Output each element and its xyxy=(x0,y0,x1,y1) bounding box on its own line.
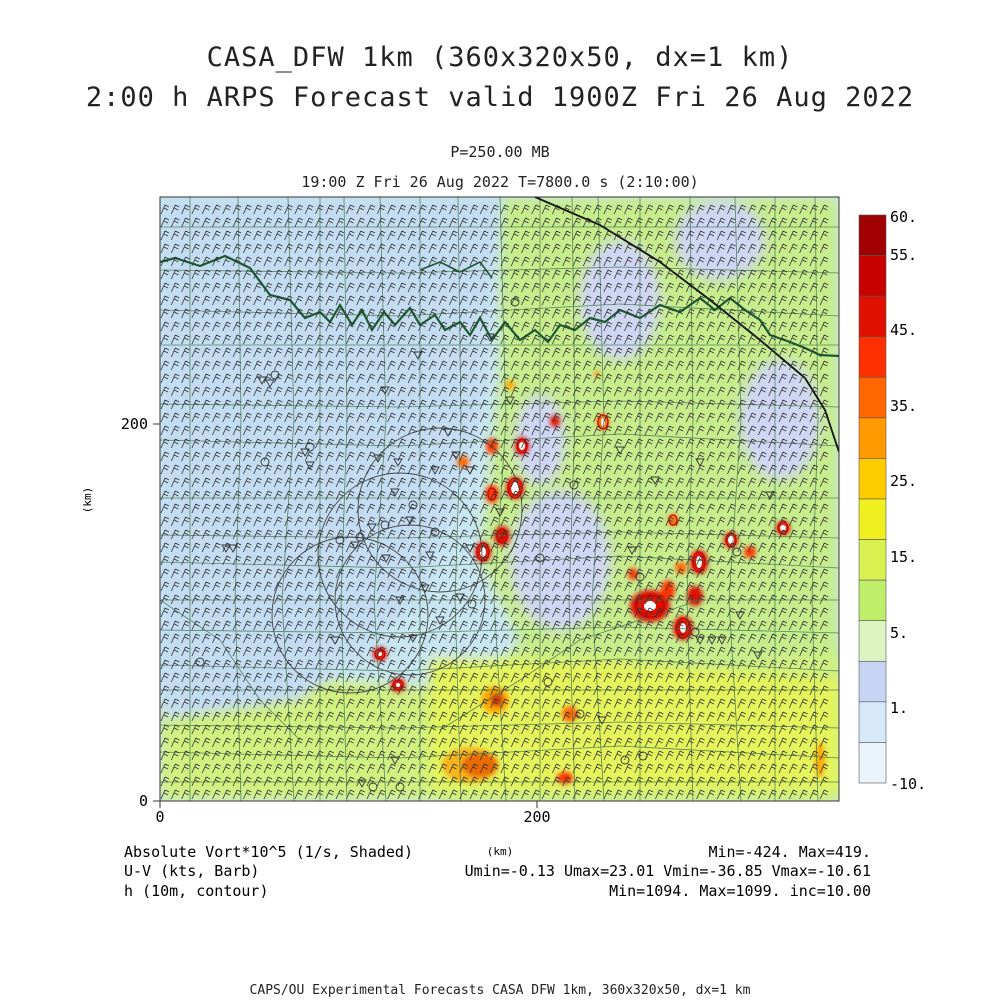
colorbar-swatch xyxy=(859,661,886,702)
valid-time-label: 19:00 Z Fri 26 Aug 2022 T=7800.0 s (2:10:00) xyxy=(301,173,699,191)
shaded-field-label: Absolute Vort*10^5 (1/s, Shaded) xyxy=(124,843,413,861)
colorbar xyxy=(859,208,926,793)
y-axis-label: (km) xyxy=(81,486,94,514)
colorbar-label: 55. xyxy=(890,246,918,264)
colorbar-label: 60. xyxy=(890,208,918,226)
colorbar-label: -10. xyxy=(890,775,927,793)
colorbar-swatch xyxy=(859,742,886,783)
barb-range-label: Umin=-0.13 Umax=23.01 Vmin=-36.85 Vmax=-10.61 xyxy=(464,862,871,880)
y-tick-label: 0 xyxy=(138,792,148,810)
y-tick-label: 200 xyxy=(120,415,148,433)
colorbar-swatch xyxy=(859,499,886,540)
pressure-level-label: P=250.00 MB xyxy=(450,143,550,161)
colorbar-label: 45. xyxy=(890,321,918,339)
colorbar-swatch xyxy=(859,418,886,459)
colorbar-label: 1. xyxy=(890,699,909,717)
colorbar-swatch xyxy=(859,296,886,337)
colorbar-swatch xyxy=(859,580,886,621)
colorbar-swatch xyxy=(859,256,886,297)
contour-field-label: h (10m, contour) xyxy=(124,882,269,900)
shaded-range-label: Min=-424. Max=419. xyxy=(708,843,871,861)
colorbar-swatch xyxy=(859,540,886,581)
colorbar-swatch xyxy=(859,458,886,499)
x-axis-label: (km) xyxy=(486,845,514,858)
colorbar-label: 5. xyxy=(890,624,909,642)
colorbar-swatch xyxy=(859,702,886,743)
contour-range-label: Min=1094. Max=1099. inc=10.00 xyxy=(609,882,871,900)
colorbar-swatch xyxy=(859,377,886,418)
vorticity-shading xyxy=(160,197,839,801)
chart-subtitle: 2:00 h ARPS Forecast valid 1900Z Fri 26 Aug 2022 xyxy=(85,82,915,113)
chart-title: CASA_DFW 1km (360x320x50, dx=1 km) xyxy=(206,42,794,73)
x-tick-label: 0 xyxy=(155,808,165,826)
colorbar-swatch xyxy=(859,215,886,256)
colorbar-label: 15. xyxy=(890,548,918,566)
colorbar-label: 35. xyxy=(890,397,918,415)
x-tick-label: 200 xyxy=(523,808,551,826)
colorbar-swatch xyxy=(859,337,886,378)
colorbar-label: 25. xyxy=(890,472,918,490)
footer-credit: CAPS/OU Experimental Forecasts CASA DFW 1km, 360x320x50, dx=1 km xyxy=(249,983,751,998)
barb-field-label: U-V (kts, Barb) xyxy=(124,862,260,880)
colorbar-swatch xyxy=(859,621,886,662)
